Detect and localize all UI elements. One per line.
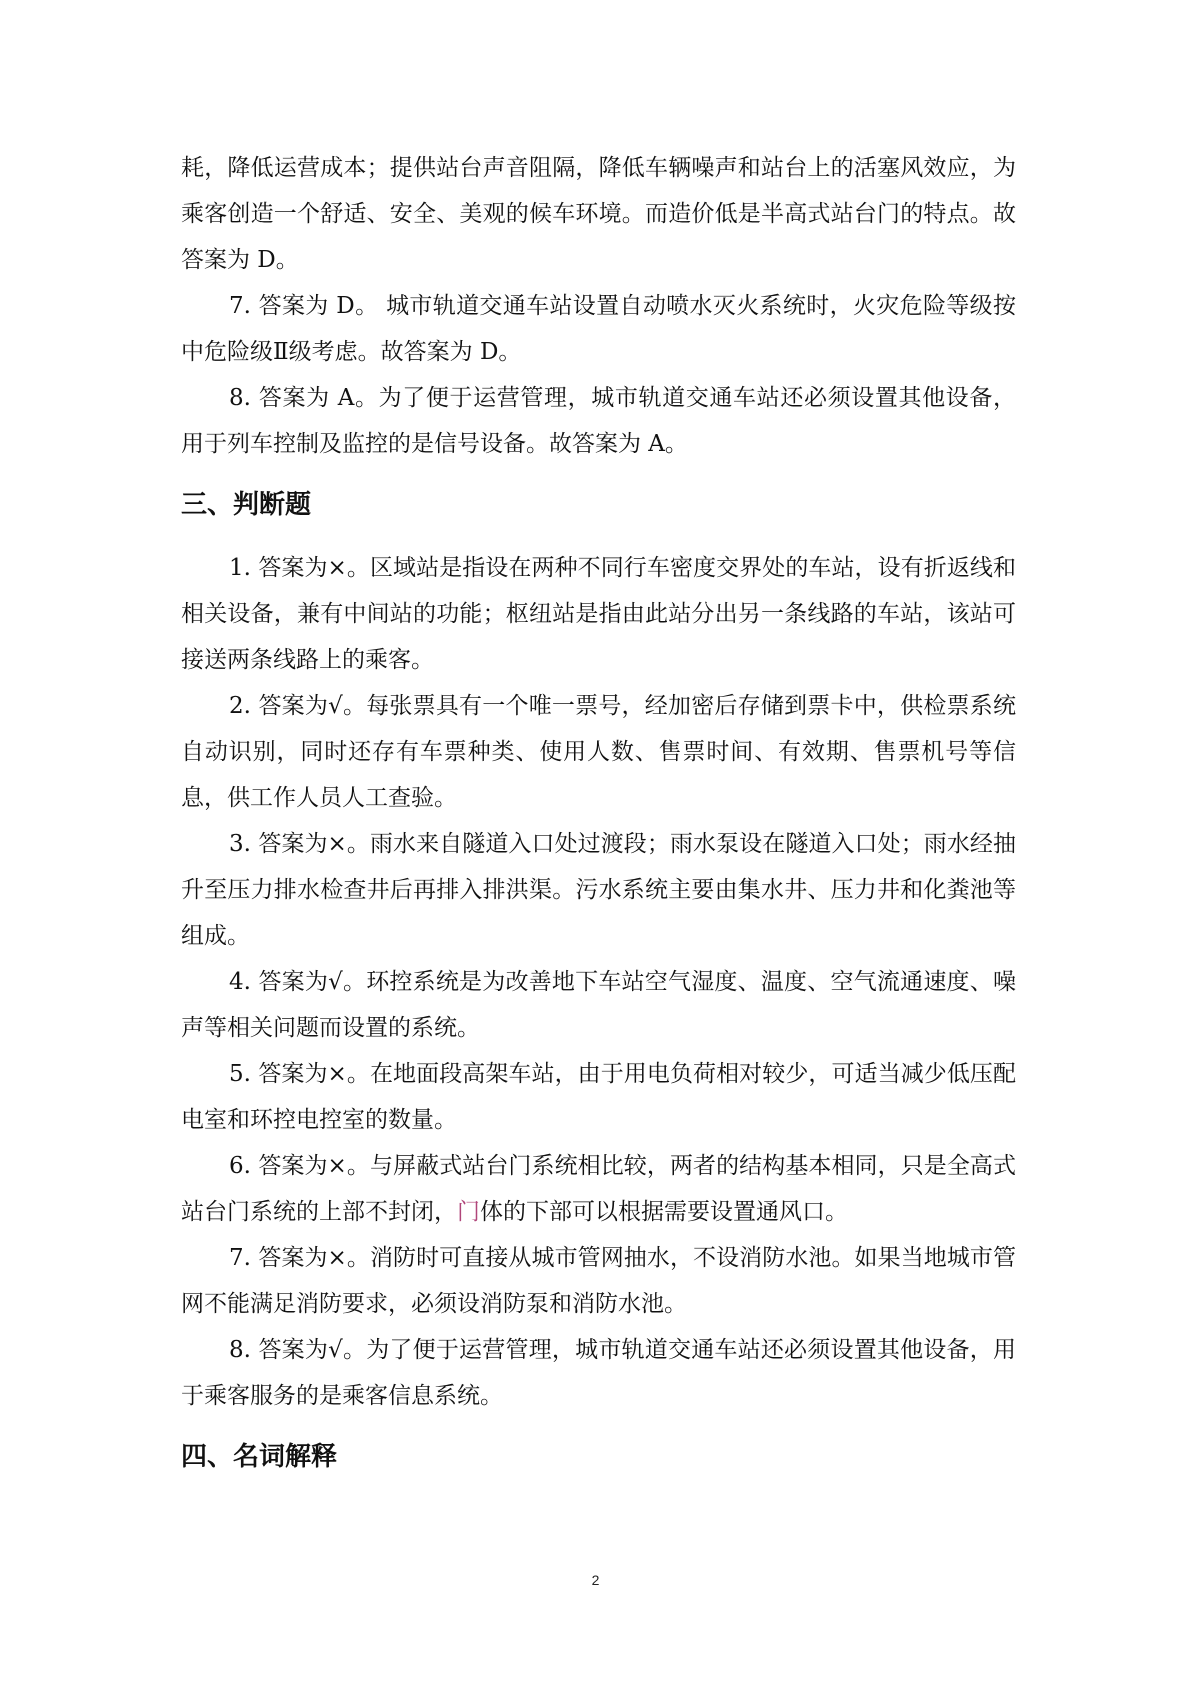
judgment-answer-7: 7. 答案为×。消防时可直接从城市管网抽水，不设消防水池。如果当地城市管网不能满足消防要求，必须设消防泵和消防水池。 (181, 1245, 1016, 1317)
judgment-answer-6-part1: 6. 答案为×。与屏蔽式站台门系统相比较，两者的结构基本相同，只是全高式站台门系统的上部不封闭， (181, 1153, 1016, 1225)
judgment-answer-5: 5. 答案为×。在地面段高架车站，由于用电负荷相对较少，可适当减少低压配电室和环控电控室的数量。 (181, 1061, 1016, 1133)
judgment-answer-4: 4. 答案为√。环控系统是为改善地下车站空气湿度、温度、空气流通速度、噪声等相关问题而设置的系统。 (181, 969, 1016, 1041)
choice-answer-8: 8. 答案为 A。为了便于运营管理，城市轨道交通车站还必须设置其他设备，用于列车控制及监控的是信号设备。故答案为 A。 (181, 385, 1016, 457)
judgment-answer-2: 2. 答案为√。每张票具有一个唯一票号，经加密后存储到票卡中，供检票系统自动识别，同时还存有车票种类、使用人数、售票时间、有效期、售票机号等信息，供工作人员人工查验。 (181, 693, 1016, 811)
judgment-answer-6 (181, 1143, 1016, 1235)
judgment-answer-6-highlight: 门 (457, 1199, 480, 1225)
choice-answer-7: 7. 答案为 D。 城市轨道交通车站设置自动喷水灭火系统时，火灾危险等级按中危险级Ⅱ级考虑。故答案为 D。 (181, 293, 1016, 365)
page-number: 2 (591, 1572, 600, 1588)
lead-paragraph: 耗，降低运营成本；提供站台声音阻隔，降低车辆噪声和站台上的活塞风效应，为乘客创造一个舒适、安全、美观的候车环境。而造价低是半高式站台门的特点。故答案为 D。 (181, 155, 1016, 273)
judgment-answer-3: 3. 答案为×。雨水来自隧道入口处过渡段；雨水泵设在隧道入口处；雨水经抽升至压力排水检查井后再排入排洪渠。污水系统主要由集水井、压力井和化粪池等组成。 (181, 831, 1016, 949)
judgment-answer-1: 1. 答案为×。区域站是指设在两种不同行车密度交界处的车站，设有折返线和相关设备，兼有中间站的功能；枢纽站是指由此站分出另一条线路的车站，该站可接送两条线路上的乘客。 (181, 555, 1016, 673)
section-title-glossary: 四、名词解释 (181, 1442, 338, 1472)
judgment-answer-8: 8. 答案为√。为了便于运营管理，城市轨道交通车站还必须设置其他设备，用于乘客服务的是乘客信息系统。 (181, 1337, 1016, 1409)
judgment-answer-6-part2: 体的下部可以根据需要设置通风口。 (480, 1199, 848, 1225)
document-body (181, 145, 1016, 1497)
section-title-judgment: 三、判断题 (181, 490, 312, 520)
